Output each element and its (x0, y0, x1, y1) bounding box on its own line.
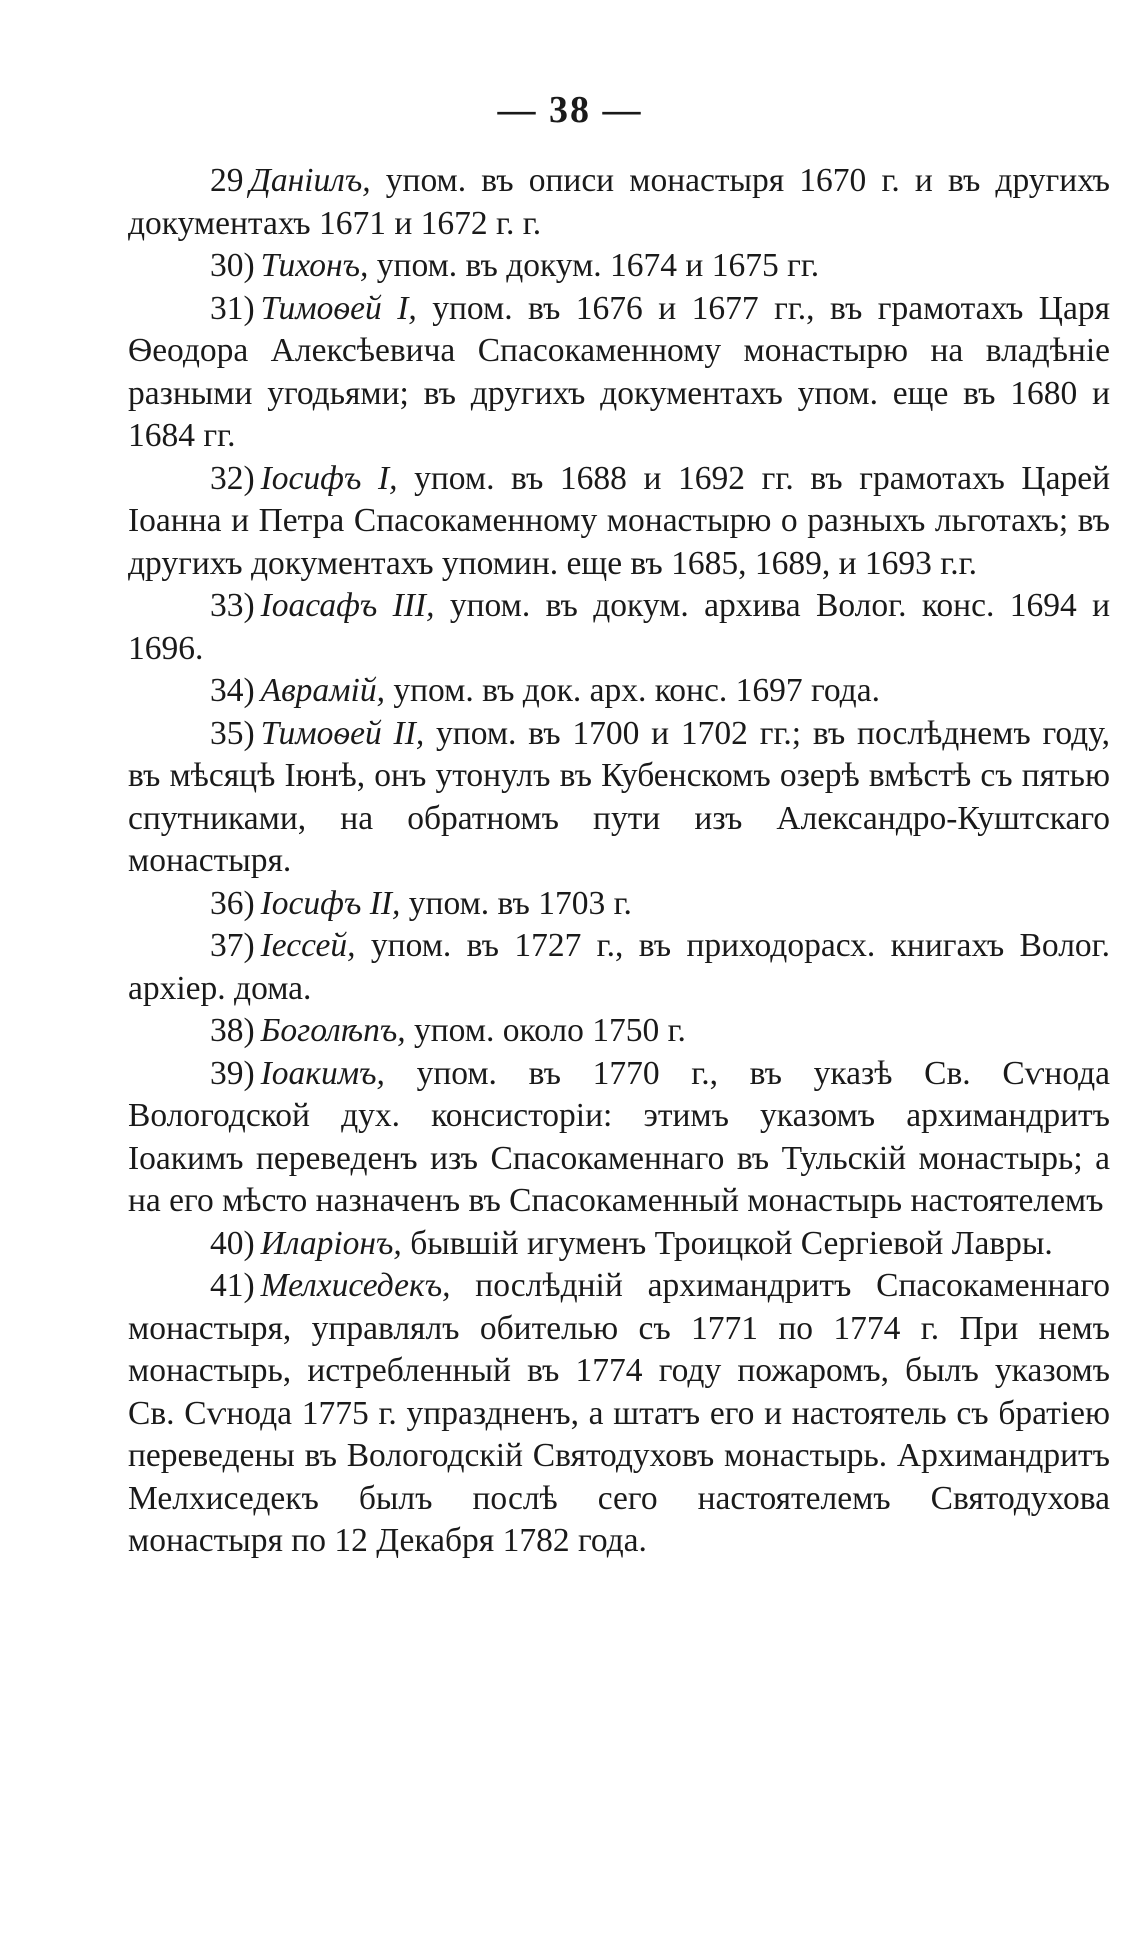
entry-37 (128, 925, 1110, 1010)
entry-number: 40) (210, 1224, 255, 1262)
abbot-name: Даніилъ, (249, 162, 371, 199)
abbot-name: Боголѣпъ, (260, 1012, 406, 1049)
abbot-name: Іессей, (260, 927, 356, 964)
abbot-name: Мелхиседекъ, (260, 1267, 451, 1304)
abbot-name: Іоасафъ ІІІ, (260, 587, 435, 624)
entry-36 (128, 883, 1110, 926)
abbot-name: Тимоѳей ІІ, (260, 714, 425, 752)
entry-38 (128, 1010, 1110, 1053)
entry-31 (128, 288, 1110, 458)
entry-number: 36) (210, 884, 255, 922)
abbot-name: Аврамій, (260, 672, 385, 709)
entry-text: упом. въ док. арх. конс. 1697 года. (393, 672, 880, 709)
abbot-name: Іоакимъ, (260, 1054, 385, 1092)
entry-30 (128, 245, 1110, 288)
entry-text: упом. въ докум. 1674 и 1675 гг. (376, 247, 820, 284)
abbot-name: Тихонъ, (260, 247, 369, 284)
entry-text: упом. въ 1688 и 1692 гг. въ грамотахъ Царей Іоанна и Петра Спасокаменному монастырю о разныхъ льготахъ; въ другихъ документахъ упомин. еще въ 1685, 1689, и 1693 г.г. (128, 459, 1110, 582)
entry-text: упом. въ 1770 г., въ указѣ Св. Сѵнода Вологодской дух. консисторіи: этимъ указомъ архимандритъ Іоакимъ переведенъ изъ Спасокаменнаго въ Тульскій монастырь; а на его мѣсто назначенъ въ Спасокаменный монастырь настоятелемъ (128, 1054, 1111, 1219)
entry-35 (128, 713, 1110, 883)
entry-39 (128, 1053, 1110, 1223)
entry-text: упом. въ 1676 и 1677 гг., въ грамотахъ Царя Ѳеодора Алексѣевича Спасокаменному монастырю на владѣніе разными угодьями; въ другихъ документахъ упом. еще въ 1680 и 1684 гг. (128, 289, 1111, 454)
entry-number: 31) (210, 289, 255, 327)
abbot-name: Тимоѳей І, (260, 289, 417, 327)
entry-number: 30) (210, 247, 255, 284)
entry-41 (128, 1265, 1110, 1563)
page-number: — 38 — (497, 89, 643, 131)
entry-number: 38) (210, 1012, 255, 1049)
entry-29 (128, 160, 1110, 245)
abbot-name: Іосифъ І, (260, 459, 398, 497)
entry-number: 37) (210, 927, 255, 964)
entry-text: упом. въ 1727 г., въ приходорасх. книгахъ Волог. архіер. дома. (128, 927, 1111, 1007)
text-body (128, 160, 1110, 1563)
abbot-name: Иларіонъ, (260, 1224, 402, 1262)
entry-40 (128, 1223, 1110, 1266)
entry-number: 34) (210, 672, 255, 709)
entry-number: 33) (210, 587, 255, 624)
entry-33 (128, 585, 1110, 670)
entry-34 (128, 670, 1110, 713)
entry-text: упом. въ 1703 г. (408, 884, 632, 922)
entry-text: бывшій игуменъ Троицкой Сергіевой Лавры. (410, 1224, 1053, 1262)
entry-number: 35) (210, 714, 255, 752)
entry-text: упом. въ 1700 и 1702 гг.; въ послѣднемъ году, въ мѣсяцѣ Іюнѣ, онъ утонулъ въ Кубенскомъ озерѣ вмѣстѣ съ пятью спутниками, на обратномъ пути изъ Александро-Куштскаго монастыря. (128, 714, 1110, 879)
entry-number: 29 (210, 162, 244, 199)
entry-text: упом. въ докум. архива Волог. конс. 1694 и 1696. (128, 587, 1110, 667)
entry-number: 39) (210, 1054, 255, 1092)
entry-number: 41) (210, 1267, 255, 1304)
entry-32 (128, 458, 1110, 586)
abbot-name: Іосифъ ІІ, (260, 884, 401, 922)
entry-text: упом. около 1750 г. (414, 1012, 686, 1049)
entry-number: 32) (210, 459, 255, 497)
entry-text: послѣдній архимандритъ Спасокаменнаго монастыря, управлялъ обителью съ 1771 по 1774 г. При немъ монастырь, истребленный въ 1774 году пожаромъ, былъ указомъ Св. Сѵнода 1775 г. упраздненъ, а штатъ его и настоятель съ братіею переведены въ Вологодскій Святодуховъ монастырь. Архимандритъ Мелхиседекъ былъ послѣ сего настоятелемъ Святодухова монастыря по 12 Декабря 1782 года. (128, 1267, 1110, 1559)
entry-text: упом. въ описи монастыря 1670 г. и въ другихъ документахъ 1671 и 1672 г. г. (128, 162, 1110, 242)
